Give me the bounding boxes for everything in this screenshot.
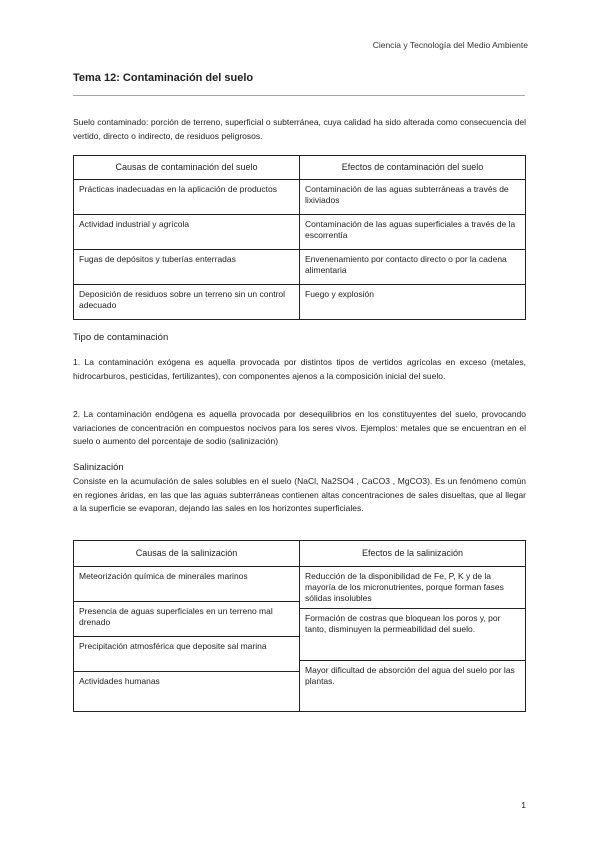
table-row <box>74 180 526 215</box>
endogenous-paragraph: 2. La contaminación endógena es aquella provocada por desequilibrios en los constituyentes del suelo, provocando variaciones de concentración en compuestos nocivos para los seres vivos. Ejemplos: metales que se encuentran en el suelo o aumento del porcentaje de sodio (salinización) <box>73 409 526 446</box>
intro-paragraph: Suelo contaminado: porción de terreno, superficial o subterránea, cuya calidad ha sido alterada como consecuencia del vertido, directo o indirecto, de residuos peligrosos. <box>73 117 526 141</box>
title-divider <box>73 95 525 96</box>
salinization-effect-item: Reducción de la disponibilidad de Fe, P, K y de la mayoría de los micronutrientes, porque forman fases sólidas insolubles <box>300 567 525 609</box>
effect-cell: Contaminación de las aguas subterráneas a través de lixiviados <box>300 180 526 215</box>
page-number: 1 <box>521 800 526 810</box>
salinization-effects-header: Efectos de la salinización <box>300 541 526 567</box>
table-row <box>74 215 526 250</box>
salinization-effects-cell <box>300 567 526 712</box>
salinization-heading: Salinización <box>73 462 124 473</box>
salinization-paragraph: Consiste en la acumulación de sales solubles en el suelo (NaCl, Na2SO4 , CaCO3 , MgCO3). Es un fenómeno común en regiones áridas, en las que las aguas subterráneas contienen altas concentraciones de sales disueltas, que al llegar a la superficie se evaporan, dejando las sales en los horizontes superficiales. <box>73 476 526 513</box>
cause-cell: Deposición de residuos sobre un terreno sin un control adecuado <box>74 285 300 320</box>
table-row <box>74 567 526 602</box>
soil-contamination-table <box>73 155 526 320</box>
cause-cell: Actividad industrial y agrícola <box>74 215 300 250</box>
salinization-cause-cell: Presencia de aguas superficiales en un terreno mal drenado <box>74 602 300 637</box>
running-header: Ciencia y Tecnología del Medio Ambiente <box>372 40 528 50</box>
salinization-cause-cell: Actividades humanas <box>74 672 300 712</box>
cause-cell: Prácticas inadecuadas en la aplicación de productos <box>74 180 300 215</box>
salinization-cause-cell: Meteorización química de minerales marinos <box>74 567 300 602</box>
cause-cell: Fugas de depósitos y tuberías enterradas <box>74 250 300 285</box>
salinization-cause-cell: Precipitación atmosférica que deposite sal marina <box>74 637 300 672</box>
causes-header: Causas de contaminación del suelo <box>74 156 300 180</box>
effect-cell: Fuego y explosión <box>300 285 526 320</box>
salinization-effect-item: Formación de costras que bloquean los poros y, por tanto, disminuyen la permeabilidad del suelo. <box>300 609 525 661</box>
page-title: Tema 12: Contaminación del suelo <box>73 72 254 84</box>
salinization-effect-item: Mayor dificultad de absorción del agua del suelo por las plantas. <box>305 665 515 686</box>
exogenous-paragraph: 1. La contaminación exógena es aquella provocada por distintos tipos de vertidos agrícolas en exceso (metales, hidrocarburos, pesticidas, fertilizantes), con componentes ajenos a la composición inicial del suelo. <box>73 357 526 381</box>
table-row <box>74 250 526 285</box>
salinization-causes-header: Causas de la salinización <box>74 541 300 567</box>
contamination-types-heading: Tipo de contaminación <box>73 332 169 343</box>
salinization-table <box>73 540 526 712</box>
table-row <box>74 285 526 320</box>
effects-header: Efectos de contaminación del suelo <box>300 156 526 180</box>
table-header-row <box>74 541 526 567</box>
effect-cell: Contaminación de las aguas superficiales a través de la escorrentía <box>300 215 526 250</box>
table-header-row <box>74 156 526 180</box>
effect-cell: Envenenamiento por contacto directo o por la cadena alimentaria <box>300 250 526 285</box>
